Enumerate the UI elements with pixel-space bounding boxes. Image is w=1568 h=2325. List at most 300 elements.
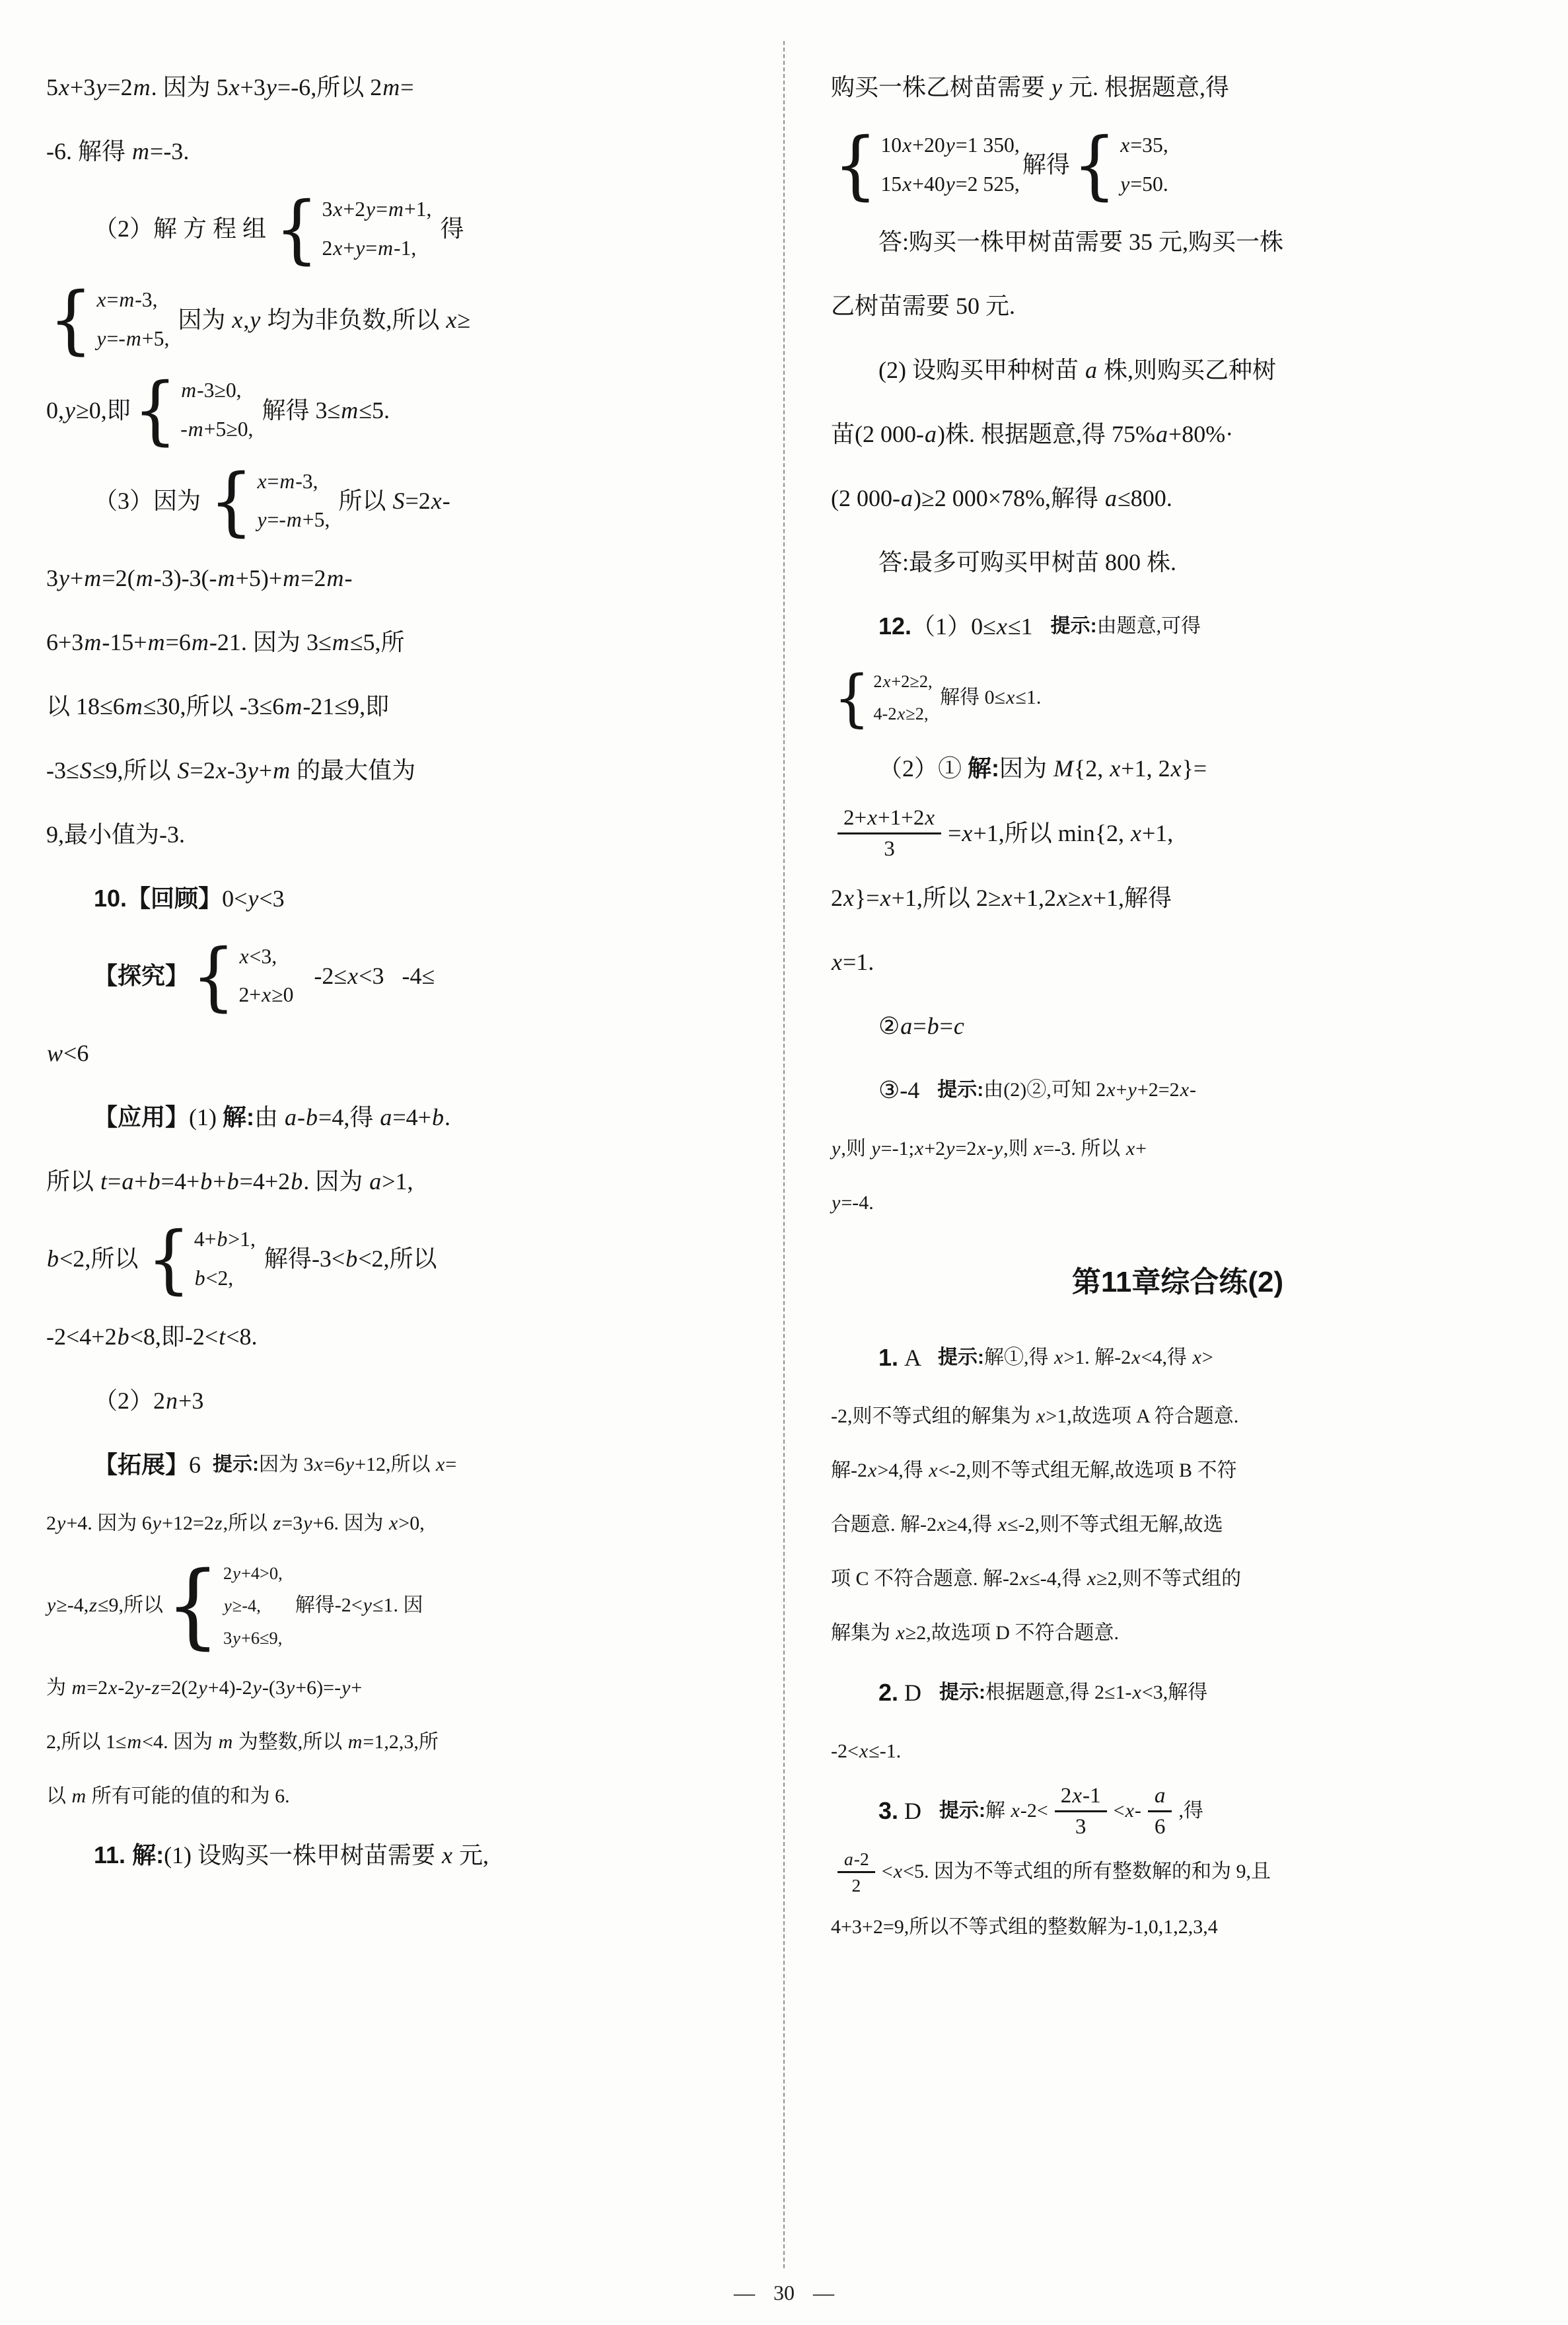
equation-rows: [256, 462, 330, 540]
math-text: 6+3m-15+m=6m-21: [46, 629, 241, 656]
math-text: m=1,2,3: [347, 1730, 414, 1753]
equation-rows: [194, 1220, 256, 1298]
text-line: [46, 1715, 740, 1769]
text-line: [831, 1724, 1524, 1779]
text-run: 12.: [878, 612, 912, 640]
equation-row: y=50.: [1120, 172, 1168, 196]
text-run: ②: [878, 1012, 900, 1039]
math-text: 5x+3y=-6: [216, 74, 311, 101]
math-text: -4: [900, 1076, 920, 1103]
math-text: a=b=c: [900, 1012, 964, 1039]
math-text: a≤800: [1105, 485, 1166, 512]
fraction-denominator: 3: [1075, 1814, 1087, 1839]
text-run: 购买一株乙树苗需要: [831, 74, 1051, 101]
math-text: a=4+b: [380, 1104, 444, 1131]
math-text: y≥-4,z≤9: [47, 1594, 119, 1617]
text-line: [46, 739, 740, 803]
math-text: -3<b<2: [311, 1245, 384, 1273]
text-run: 提示:: [938, 1346, 985, 1368]
text-line: [46, 120, 740, 184]
math-text: -2<x≤-1: [831, 1740, 896, 1763]
math-text: <x-: [1113, 1800, 1141, 1822]
math-text: a-b=4: [285, 1104, 344, 1131]
text-run: 所有可能的值的和为 6.: [87, 1785, 290, 1807]
text-line: [831, 659, 1524, 737]
text-line: [46, 1214, 740, 1304]
text-line: [831, 55, 1524, 120]
page-number: 30: [773, 2281, 795, 2305]
text-run: 4+3+2=9,所以不等式组的整数解为: [831, 1915, 1127, 1938]
text-line: [831, 1176, 1524, 1230]
text-run: ,故选项 A 符合题意.: [1067, 1405, 1239, 1428]
text-run: 解:: [132, 1841, 164, 1869]
equation-system: [133, 366, 254, 454]
equation-rows: [96, 281, 169, 358]
text-run: （2）: [94, 1387, 154, 1414]
text-run: . 因为: [334, 1512, 388, 1535]
left-brace: {: [133, 366, 178, 454]
text-run: ,所: [413, 1730, 439, 1753]
footer-dash-left: —: [734, 2281, 755, 2305]
text-run: 由: [254, 1104, 285, 1131]
text-line: [831, 466, 1524, 531]
text-run: ,即: [359, 693, 390, 720]
equation-row: 2+x≥0: [238, 983, 294, 1007]
equation-row: y≥-4,: [224, 1596, 261, 1616]
text-run: 11.: [94, 1841, 133, 1869]
text-run: ,得: [898, 1459, 929, 1482]
text-run: . 解: [1085, 1346, 1115, 1368]
text-run: ,: [407, 1168, 413, 1195]
math-text: -3≤S≤9: [46, 757, 118, 784]
text-run: 答:最多可购买甲树苗 800 株.: [878, 549, 1177, 576]
text-line: [831, 1606, 1524, 1660]
equation-rows: [1120, 126, 1168, 203]
math-text: -2x<4: [1114, 1346, 1162, 1368]
text-run: ,得: [967, 1514, 997, 1536]
text-line: [46, 675, 740, 739]
math-text: S=2x-: [392, 487, 450, 514]
text-line: [46, 610, 740, 675]
math-text: -3: [159, 821, 180, 848]
text-run: ,所以: [916, 884, 976, 911]
text-run: ,所以 min: [998, 819, 1095, 846]
math-text: -2<t<8: [184, 1323, 252, 1350]
text-run: 提示:: [1050, 615, 1097, 638]
math-text: z=3y+6: [273, 1512, 334, 1535]
math-text: 0≤x≤1: [971, 613, 1033, 640]
math-text: -2x≥4: [920, 1514, 968, 1536]
math-text: x>: [1192, 1346, 1213, 1368]
text-run: [296, 960, 314, 992]
text-run: 提示:: [937, 1078, 984, 1101]
text-run: ,则: [841, 1138, 871, 1160]
equation-system: [209, 457, 330, 544]
equation-system: [275, 185, 432, 272]
fraction-numerator: a-2: [837, 1848, 875, 1873]
text-line: [831, 402, 1524, 466]
text-run: ,得: [1162, 1346, 1192, 1368]
equation-rows: [180, 371, 253, 449]
math-text: x>1: [1054, 1346, 1085, 1368]
text-run: 解:: [968, 755, 1000, 782]
math-text: m=-3: [132, 138, 184, 165]
left-column: [46, 55, 740, 2248]
text-run: ,即: [155, 1323, 185, 1350]
text-line: [46, 1824, 740, 1888]
text-run: 解: [831, 1459, 851, 1482]
text-run: 乙树苗需要 50 元.: [831, 293, 1016, 320]
text-run: 苗(: [831, 421, 863, 448]
fraction: [1148, 1783, 1172, 1840]
text-run: ,: [419, 1512, 425, 1535]
text-run: . 因: [393, 1594, 423, 1617]
math-text: x<-2: [929, 1459, 966, 1482]
text-run: 1.: [878, 1343, 899, 1371]
text-line: [46, 1769, 740, 1824]
text-run: [384, 960, 402, 992]
text-line: [46, 1304, 740, 1368]
text-run: ,解得: [1045, 485, 1105, 512]
math-text: -2x≤-4: [1003, 1568, 1057, 1590]
text-line: [46, 365, 740, 455]
text-run: 3.: [878, 1797, 899, 1825]
text-run: 株,则购买乙种树: [1097, 357, 1276, 384]
math-text: 1≤m<4: [106, 1730, 164, 1753]
math-text: b<2: [47, 1245, 85, 1273]
text-run: 解得: [256, 396, 316, 424]
column-divider: [783, 41, 785, 2268]
text-run: ,所以: [56, 1730, 106, 1753]
math-text: 18≤6m≤30: [76, 693, 180, 720]
math-text: x≥2: [896, 1622, 927, 1644]
math-text: -6: [46, 138, 66, 165]
text-line: [46, 1432, 740, 1496]
text-run: ,得: [1178, 1800, 1203, 1822]
left-brace: {: [1072, 121, 1117, 208]
math-text: 5x+3y=2m: [46, 74, 151, 101]
math-text: y=-4: [832, 1192, 869, 1214]
text-run: 【回顾】: [127, 885, 223, 912]
equation-system: [49, 276, 170, 363]
text-line: [46, 1150, 740, 1214]
text-run: . 解得: [66, 138, 132, 165]
text-line: [46, 546, 740, 610]
text-run: 解①,得: [984, 1346, 1054, 1368]
left-brace: {: [165, 1552, 221, 1660]
text-run: 提示:: [213, 1453, 260, 1475]
text-run: ,得: [1056, 1568, 1087, 1590]
text-run: 为整数,所以: [233, 1730, 347, 1753]
math-text: m: [218, 1730, 233, 1753]
text-run: （3）因为: [94, 487, 207, 514]
fraction-numerator: 2+x+1+2x: [837, 805, 941, 834]
equation-row: 3x+2y=m+1,: [322, 198, 432, 221]
equation-rows: [223, 1557, 283, 1654]
equation-rows: [322, 190, 431, 268]
math-text: x,y: [232, 306, 261, 333]
fraction-denominator: 3: [884, 836, 895, 861]
text-run: ,所以: [383, 1245, 437, 1273]
math-text: -1,0,1,2,3,4: [1127, 1915, 1218, 1938]
math-text: m=2x-2y-z=2(2y+4)-2y-(3y+6)=-y+: [71, 1676, 363, 1699]
text-run: (1): [189, 1104, 223, 1131]
text-run: .: [179, 821, 186, 848]
text-run: 解得: [935, 686, 985, 708]
math-text: m: [71, 1785, 87, 1807]
text-run: 元. 根据题意,得: [1063, 74, 1230, 101]
fraction-denominator: 2: [851, 1875, 861, 1896]
equation-system: [834, 121, 1020, 208]
text-run: .: [1166, 485, 1172, 512]
math-text: 0<y<3: [222, 885, 285, 912]
math-text: -4≤: [402, 963, 435, 990]
text-line: [831, 1444, 1524, 1498]
text-run: . 因为: [303, 1168, 369, 1195]
text-run: 解集为: [831, 1622, 896, 1644]
math-text: x≥: [446, 306, 471, 333]
text-run: ,即: [100, 396, 131, 424]
text-run: .: [251, 1323, 258, 1350]
text-run: 以: [46, 693, 77, 720]
text-run: ,则不等式组无解,故选项 B 不符: [966, 1459, 1237, 1482]
text-run: . 因为: [240, 629, 306, 656]
math-text: a>1: [369, 1168, 408, 1195]
fraction-numerator: a: [1148, 1783, 1172, 1812]
left-brace: {: [147, 1215, 191, 1302]
math-text: 2 000-a: [863, 421, 937, 448]
equation-rows: [873, 665, 932, 730]
math-text: x: [442, 1842, 453, 1869]
math-text: -2<y≤1: [334, 1594, 394, 1617]
text-run: 根据题意,得: [985, 1681, 1095, 1703]
text-line: [46, 931, 740, 1021]
math-text: (2 000-a)≥2 000×78%: [831, 485, 1046, 512]
equation-row: 15x+40y=2 525,: [880, 172, 1020, 196]
text-run: .: [183, 138, 190, 165]
text-run: 解得: [285, 1594, 335, 1617]
math-text: x-2<: [1011, 1800, 1048, 1822]
text-run: . 所以: [1071, 1138, 1125, 1160]
text-line: [46, 55, 740, 120]
text-run: .: [1036, 686, 1042, 708]
math-text: 2y+4: [46, 1512, 88, 1535]
math-text: y=-1;x+2y=2x-y: [871, 1138, 1003, 1160]
text-line: [46, 1368, 740, 1432]
text-run: ,所以: [223, 1512, 273, 1535]
math-text: 2: [46, 1730, 56, 1753]
text-run: [1033, 610, 1051, 643]
text-run: （1）: [911, 613, 972, 640]
math-text: <x<5: [881, 1861, 924, 1883]
text-line: [831, 801, 1524, 866]
text-line: [831, 1844, 1524, 1900]
text-line: [831, 274, 1524, 338]
equation-row: 2x+y=m-1,: [322, 236, 417, 260]
math-text: =x+1: [948, 819, 999, 846]
equation-row: 10x+20y=1 350,: [880, 133, 1020, 157]
text-run: 9,最小值为: [46, 821, 160, 848]
text-line: [831, 1389, 1524, 1444]
text-run: 解: [985, 1800, 1011, 1822]
text-run: )株. 根据题意,得: [937, 421, 1112, 448]
math-text: -2x>4: [851, 1459, 899, 1482]
text-run: . 因为不等式组的所有整数解的和为 9,且: [923, 1861, 1271, 1883]
text-line: [46, 274, 740, 365]
math-text: y: [1051, 74, 1062, 101]
text-run: ,则: [1003, 1138, 1034, 1160]
text-run: 提示:: [939, 1800, 986, 1822]
text-run: ,则不等式组无解,故选: [1034, 1514, 1223, 1536]
text-run: 由(2)②,可知: [983, 1078, 1096, 1101]
text-line: [831, 930, 1524, 994]
text-line: [46, 1661, 740, 1715]
text-line: [831, 1552, 1524, 1606]
text-run: ,所以: [180, 693, 240, 720]
text-run: D: [898, 1798, 940, 1825]
math-text: 2≤1-x<3: [1094, 1681, 1163, 1703]
text-run: 元,: [453, 1842, 489, 1869]
text-run: ,所以: [85, 1245, 145, 1273]
math-text: 0,y≥0: [46, 396, 101, 424]
text-run: 因为: [259, 1453, 304, 1475]
text-line: [46, 867, 740, 931]
text-run: 所以: [332, 487, 392, 514]
math-text: x+: [1125, 1138, 1147, 1160]
math-text: 75%a+80%·: [1112, 421, 1234, 448]
fraction: [837, 1848, 875, 1896]
text-line: [831, 1325, 1524, 1389]
math-text: 3≤m≤5: [306, 629, 375, 656]
text-run: 合题意. 解: [831, 1514, 920, 1536]
text-run: ,解得: [1162, 1681, 1208, 1703]
math-text: 2n+3: [153, 1387, 204, 1414]
math-text: x≤-2: [997, 1514, 1035, 1536]
text-run: ,则不等式组的: [1117, 1568, 1242, 1590]
math-text: -3≤6m-21≤9: [239, 693, 360, 720]
math-text: 3≤m≤5: [315, 396, 384, 424]
text-line: [831, 595, 1524, 659]
text-run: D: [898, 1679, 940, 1706]
text-line: [46, 1551, 740, 1661]
left-brace: {: [275, 185, 319, 272]
equation-row: y=-m+5,: [257, 508, 330, 532]
right-column: [831, 55, 1524, 2248]
text-line: [831, 1660, 1524, 1724]
text-run: ,解得: [1118, 884, 1172, 911]
text-line: [831, 1498, 1524, 1552]
text-run: .: [896, 1740, 902, 1763]
math-text: M{2, x+1, 2x}=: [1053, 755, 1207, 782]
text-run: ,所以: [118, 1594, 163, 1617]
left-brace: {: [209, 457, 254, 544]
math-text: y: [832, 1138, 841, 1160]
math-text: 3x=6y+12: [303, 1453, 386, 1475]
math-text: x=1: [832, 948, 869, 975]
text-run: ,则不等式组的解集为: [847, 1405, 1036, 1428]
text-run: (2) 设购买甲种树苗: [878, 357, 1085, 384]
math-text: 0≤x≤1: [984, 686, 1036, 708]
equation-system: [192, 932, 294, 1019]
text-run: .: [868, 948, 874, 975]
text-run: [201, 1449, 213, 1481]
math-text: 2m=: [370, 74, 414, 101]
equation-system: [1072, 121, 1168, 208]
equation-row: -m+5≥0,: [180, 418, 254, 441]
text-run: ,所以: [117, 757, 177, 784]
text-run: 【应用】: [94, 1103, 190, 1131]
equation-row: 4-2x≥2,: [873, 704, 929, 724]
text-run: 10.: [94, 885, 127, 912]
text-run: ,所以: [310, 74, 371, 101]
text-run: .: [384, 396, 390, 424]
text-run: 解得: [1022, 151, 1070, 178]
text-run: ,故选项 D 不符合题意.: [926, 1622, 1119, 1644]
text-run: 项 C 不符合题意. 解: [831, 1568, 1003, 1590]
text-line: [46, 184, 740, 274]
text-run: 得: [434, 215, 464, 242]
equation-row: x=m-3,: [96, 288, 158, 312]
math-text: S=2x-3y+m: [177, 757, 291, 784]
text-run: （2）①: [878, 755, 968, 782]
text-line: [831, 994, 1524, 1058]
math-text: x=: [436, 1453, 457, 1475]
equation-system: [147, 1215, 256, 1302]
fraction-denominator: 6: [1154, 1814, 1166, 1839]
equation-row: 2x+2≥2,: [873, 671, 933, 692]
text-line: [831, 1900, 1524, 1954]
text-run: 【拓展】: [94, 1450, 190, 1478]
text-line: [831, 531, 1524, 595]
math-text: a: [1085, 357, 1097, 384]
math-text: -2<4+2b<8: [46, 1323, 155, 1350]
text-run: (1) 设购买一株甲树苗需要: [164, 1842, 442, 1869]
text-run: 由题意,可得: [1096, 615, 1201, 638]
equation-row: 2y+4>0,: [223, 1563, 283, 1584]
text-run: 提示:: [939, 1681, 986, 1703]
text-line: [831, 737, 1524, 801]
section-heading: 第11章综合练(2): [1071, 1266, 1284, 1299]
text-line: [831, 866, 1524, 930]
text-run: 解:: [223, 1103, 254, 1131]
equation-row: b<2,: [194, 1266, 234, 1290]
text-run: 以: [46, 1785, 71, 1807]
equation-rows: [238, 938, 293, 1015]
equation-rows: [880, 126, 1019, 203]
left-brace: {: [49, 276, 93, 363]
equation-row: x=m-3,: [257, 469, 318, 493]
text-line: [831, 1058, 1524, 1122]
text-run: 均为非负数,所以: [261, 306, 446, 333]
text-run: ③: [878, 1076, 900, 1103]
equation-system: [165, 1552, 283, 1660]
math-text: x>1: [1036, 1405, 1067, 1428]
math-text: x>0: [388, 1512, 420, 1535]
equation-system: [834, 661, 933, 734]
text-line: [46, 1021, 740, 1086]
text-run: 2.: [878, 1678, 899, 1706]
math-text: -2: [831, 1405, 847, 1428]
math-text: 2x}=x+1: [831, 884, 917, 911]
equation-row: y=-m+5,: [96, 326, 170, 350]
math-text: x≥2: [1087, 1568, 1118, 1590]
math-text: w<6: [47, 1040, 89, 1067]
text-line: [46, 803, 740, 867]
math-text: x=-3: [1034, 1138, 1071, 1160]
text-run: . 因为: [87, 1512, 142, 1535]
text-run: [919, 1074, 937, 1107]
text-run: 为: [46, 1676, 71, 1699]
